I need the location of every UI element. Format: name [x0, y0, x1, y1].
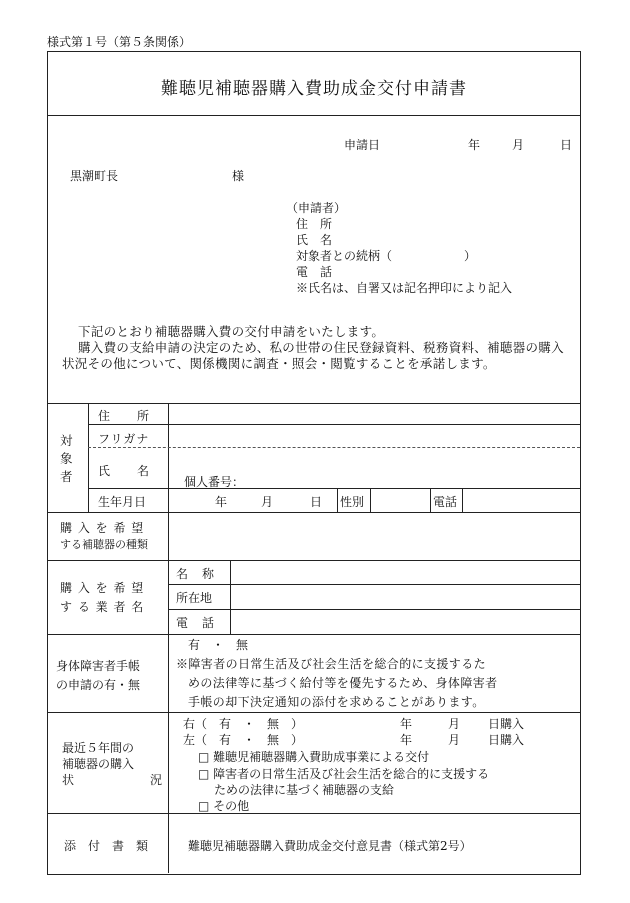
form-title: 難聴児補聴器購入費助成金交付申請書	[161, 79, 467, 99]
phone-label: 電話	[433, 495, 458, 509]
statement-line2: 購入費の支給申請の決定のため、私の世帯の住民登録資料、税務資料、補聴器の購入状況その他について、関係機関に調査・照会・閲覧することを承諾します。	[62, 340, 564, 371]
history-left-ear: 左（ 有 ・ 無 ）	[183, 733, 304, 747]
history-label-line1: 最近５年間の	[62, 741, 135, 755]
divider	[88, 403, 89, 512]
history-option-other[interactable]: □ その他	[198, 799, 250, 813]
divider	[462, 488, 463, 512]
history-left-month: 月	[448, 733, 461, 747]
birth-year-label: 年	[215, 495, 228, 509]
divider	[48, 634, 580, 635]
subject-label-char: 者	[60, 469, 73, 484]
divider	[168, 403, 169, 873]
divider	[370, 488, 371, 512]
device-type-label-line2: する補聴器の種類	[60, 538, 148, 551]
subject-label	[60, 433, 73, 485]
personal-number-label: 個人番号：	[184, 475, 245, 489]
date-year-label: 年	[468, 138, 481, 152]
date-day-label: 日	[560, 138, 573, 152]
divider	[48, 560, 580, 561]
vendor-phone-label: 電 話	[176, 616, 216, 630]
birth-day-label: 日	[310, 495, 323, 509]
history-label-line3b: 況	[150, 773, 163, 787]
vendor-label-line1: 購 入 を 希 望	[60, 581, 145, 595]
history-option-welfare-line2: ための法律に基づく補聴器の支給	[214, 783, 395, 797]
subject-label-char: 対	[60, 433, 73, 448]
divider	[48, 115, 580, 116]
divider	[48, 403, 580, 404]
applicant-signature-note: ※氏名は、自署又は記名押印により記入	[296, 281, 513, 295]
history-right-month: 月	[448, 717, 461, 731]
applicant-relationship-label: 対象者との続柄（ ）	[296, 249, 477, 263]
divider	[430, 488, 431, 512]
history-right-ear: 右（ 有 ・ 無 ）	[183, 717, 304, 731]
application-form	[47, 51, 581, 875]
subject-address-label: 住 所	[98, 409, 151, 423]
attachments-value: 難聴児補聴器購入費助成金交付意見書（様式第2号）	[188, 839, 472, 853]
divider	[230, 560, 231, 634]
divider	[48, 712, 580, 713]
certificate-note-line1: ※障害者の日常生活及び社会生活を総合的に支援するた	[176, 657, 487, 671]
history-label-line2: 補聴器の購入	[62, 757, 135, 771]
history-left-year: 年	[400, 733, 413, 747]
vendor-name-label: 名 称	[176, 567, 216, 581]
subject-furigana-label: フリガナ	[98, 432, 150, 446]
certificate-label-line1: 身体障害者手帳	[56, 659, 141, 673]
form-number: 様式第１号（第５条関係）	[47, 35, 192, 49]
certificate-note-line2: めの法律等に基づく給付等を優先するため、身体障害者	[188, 676, 498, 690]
certificate-label-line2: の申請の有・無	[56, 678, 141, 692]
vendor-label-line2: す る 業 者 名	[60, 600, 145, 614]
device-type-label-line1: 購 入 を 希 望	[60, 521, 145, 535]
subject-label-char: 象	[60, 451, 73, 466]
vendor-location-label: 所在地	[176, 591, 213, 605]
history-option-welfare-line1[interactable]: □ 障害者の日常生活及び社会生活を総合的に支援する	[198, 767, 490, 781]
applicant-address-label: 住 所	[296, 217, 333, 231]
divider	[88, 424, 580, 425]
birth-month-label: 月	[261, 495, 274, 509]
history-left-purchase: 日購入	[488, 733, 525, 747]
applicant-name-label: 氏 名	[296, 233, 333, 247]
subject-name-label: 氏 名	[98, 464, 151, 478]
history-option-program[interactable]: □ 難聴児補聴器購入費助成事業による交付	[198, 750, 430, 764]
addressee-name: 黒潮町長	[70, 169, 119, 183]
applicant-phone-label: 電 話	[296, 265, 333, 279]
application-date-label: 申請日	[344, 138, 381, 152]
history-label-line3a: 状	[62, 773, 75, 787]
divider	[48, 813, 580, 814]
divider	[88, 447, 580, 448]
attachments-label: 添 付 書 類	[64, 839, 149, 853]
divider	[88, 488, 580, 489]
addressee-honorific: 様	[232, 169, 245, 183]
history-right-year: 年	[400, 717, 413, 731]
birthdate-label: 生年月日	[98, 495, 147, 509]
statement-line1: 下記のとおり補聴器購入費の交付申請をいたします。	[78, 324, 385, 339]
divider	[48, 512, 580, 513]
divider	[337, 488, 338, 512]
sex-label: 性別	[340, 495, 365, 509]
divider	[168, 609, 580, 610]
applicant-heading: （申請者）	[286, 201, 347, 215]
date-month-label: 月	[512, 138, 525, 152]
certificate-options: 有 ・ 無	[188, 638, 249, 652]
history-right-purchase: 日購入	[488, 717, 525, 731]
divider	[168, 584, 580, 585]
certificate-note-line3: 手帳の却下決定通知の添付を求めることがあります。	[188, 695, 485, 709]
